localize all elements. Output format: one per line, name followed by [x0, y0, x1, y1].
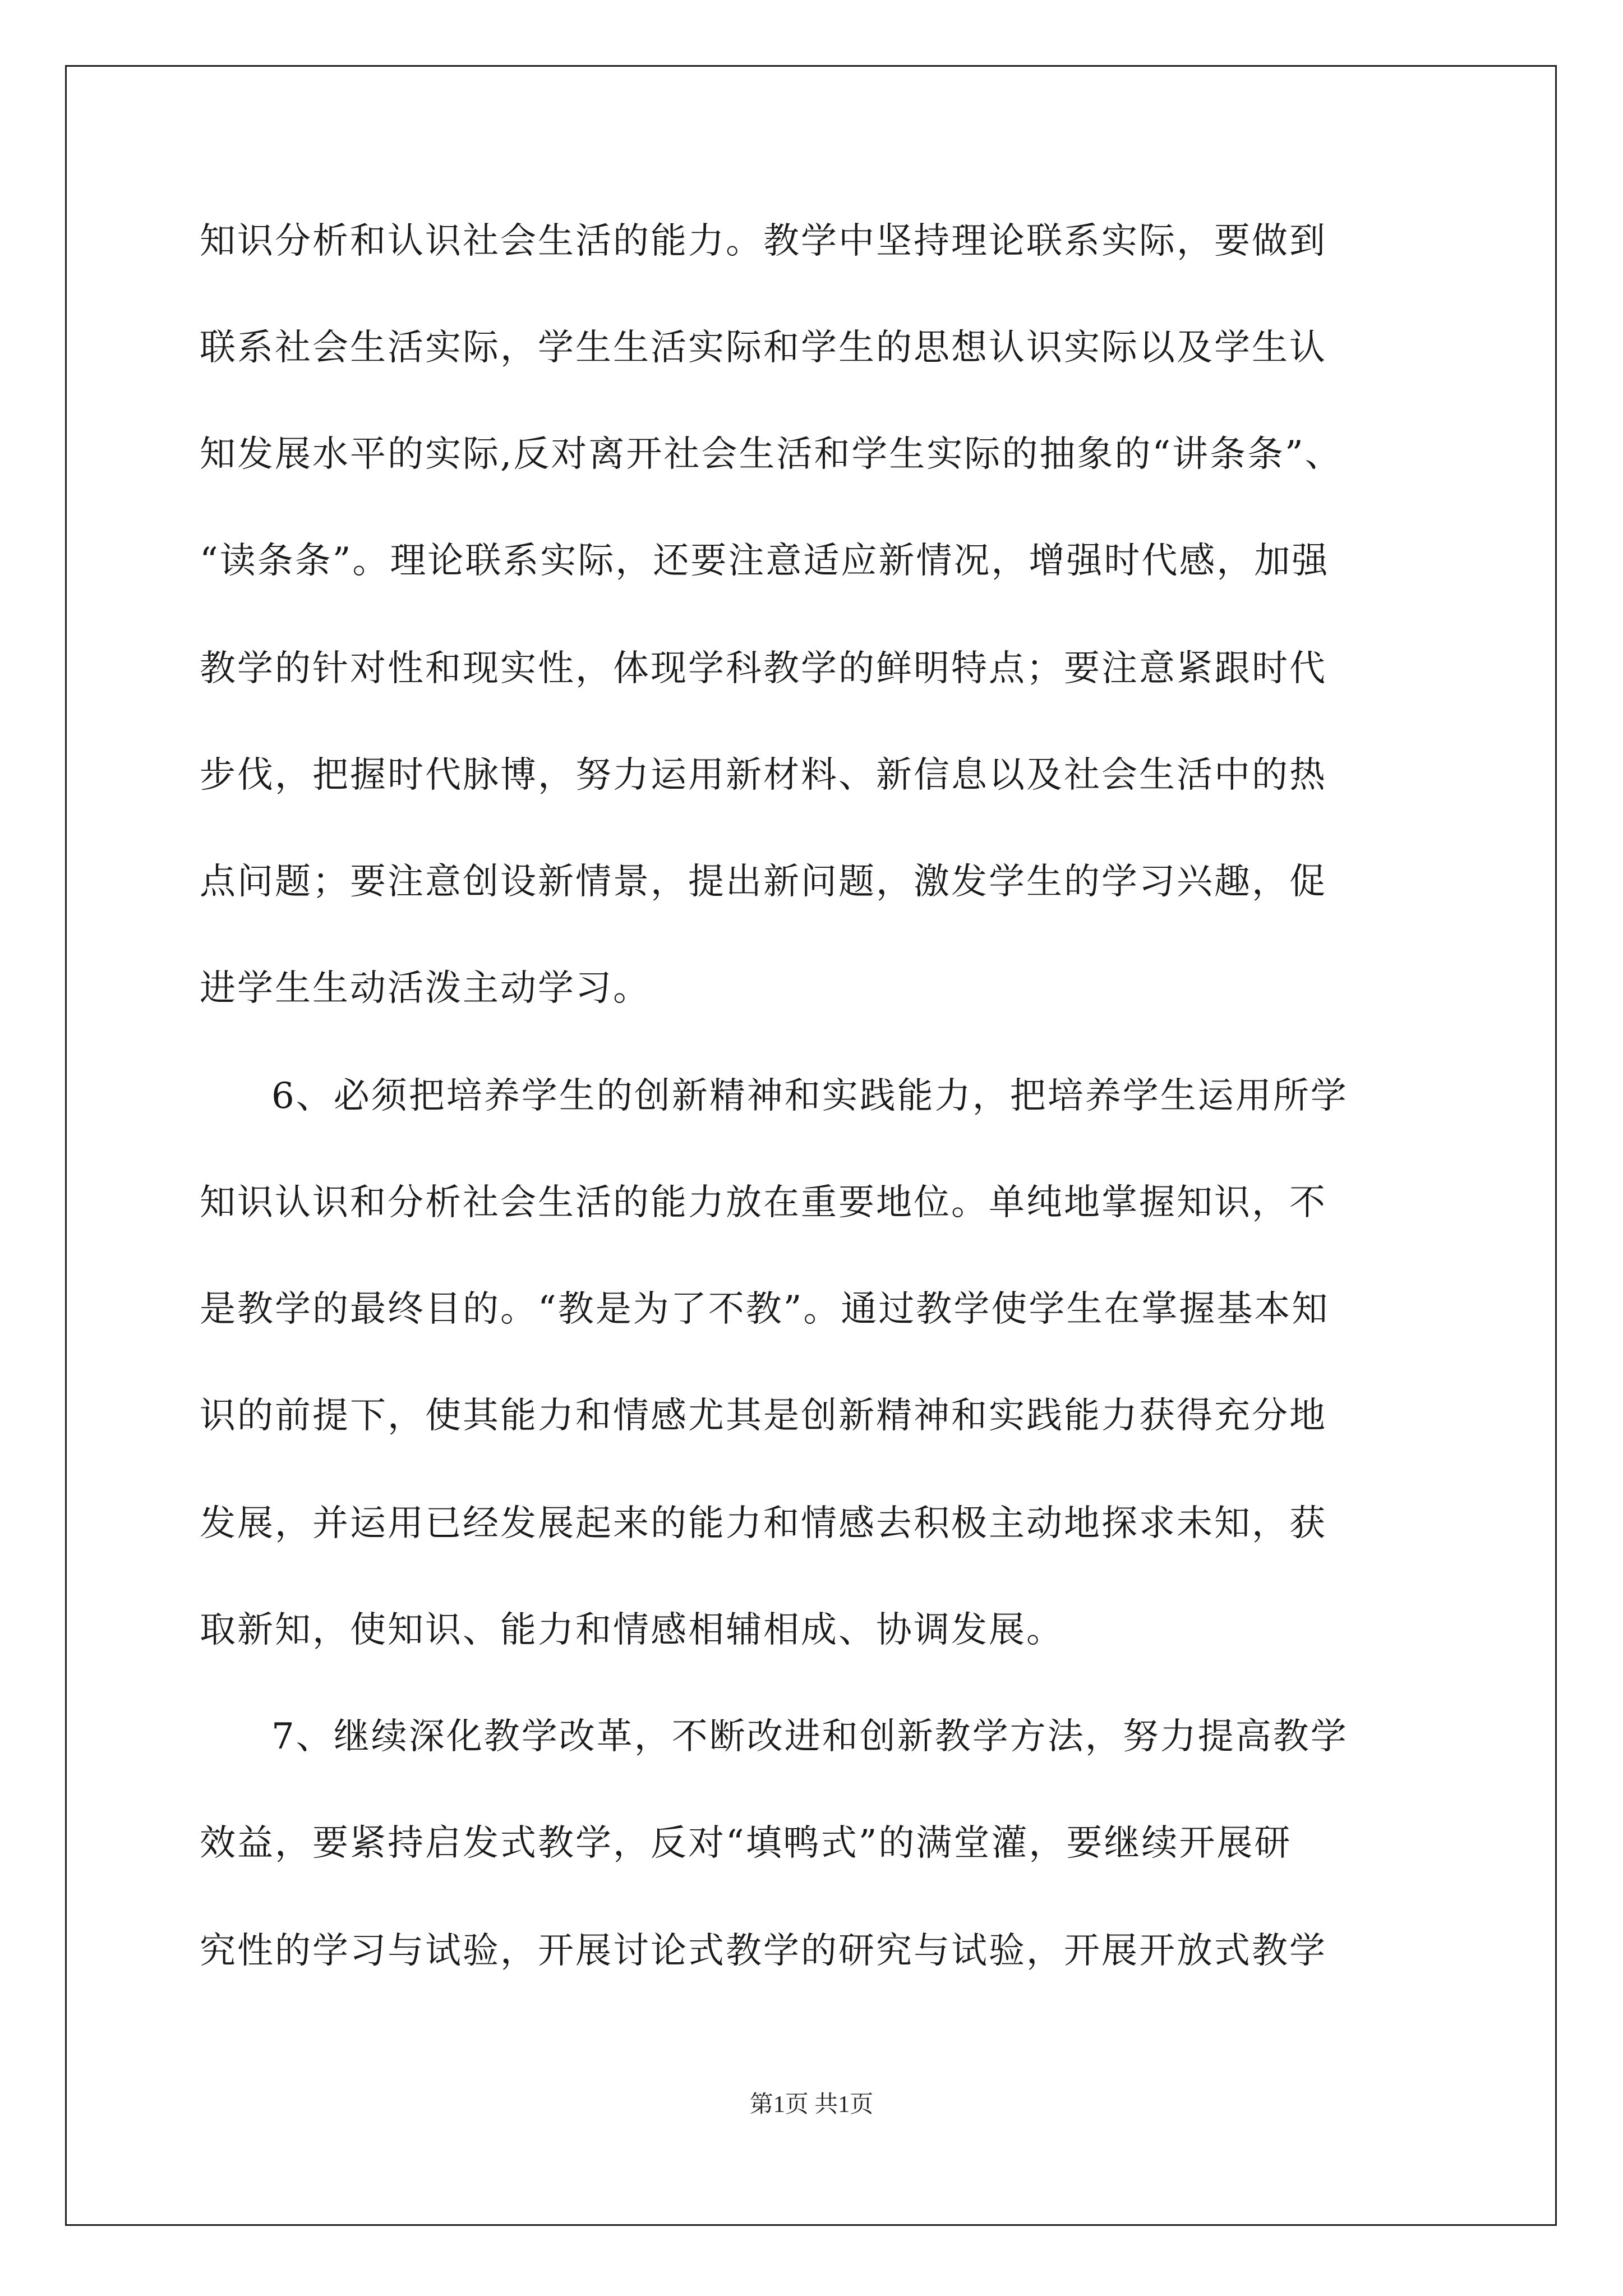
text-line: 究性的学习与试验，开展讨论式教学的研究与试验，开展开放式教学: [200, 1930, 1327, 1972]
text-line: 知识认识和分析社会生活的能力放在重要地位。单纯地掌握知识，不: [200, 1182, 1327, 1223]
text-line: 知发展水平的实际,反对离开社会生活和学生实际的抽象的“讲条条”、: [200, 434, 1343, 475]
text-line: 发展，并运用已经发展起来的能力和情感去积极主动地探求未知，获: [200, 1503, 1327, 1544]
text-line: “读条条”。理论联系实际，还要注意适应新情况，增强时代感，加强: [200, 540, 1330, 582]
text-line: 知识分析和认识社会生活的能力。教学中坚持理论联系实际，要做到: [200, 220, 1327, 262]
paragraph-6-first-line: 6、必须把培养学生的创新精神和实践能力，把培养学生运用所学: [271, 1075, 1348, 1117]
text-line: 联系社会生活实际，学生生活实际和学生的思想认识实际以及学生认: [200, 327, 1327, 369]
page-border: [65, 65, 1557, 2226]
text-line: 进学生生动活泼主动学习。: [200, 968, 651, 1009]
text-line: 教学的针对性和现实性，体现学科教学的鲜明特点；要注意紧跟时代: [200, 648, 1327, 689]
text-line: 取新知，使知识、能力和情感相辅相成、协调发展。: [200, 1609, 1064, 1651]
text-line: 是教学的最终目的。“教是为了不教”。通过教学使学生在掌握基本知: [200, 1289, 1330, 1330]
page-footer: 第1页 共1页: [749, 2092, 874, 2118]
text-line: 识的前提下，使其能力和情感尤其是创新精神和实践能力获得充分地: [200, 1395, 1327, 1437]
paragraph-7-first-line: 7、继续深化教学改革，不断改进和创新教学方法，努力提高教学: [271, 1716, 1348, 1757]
text-line: 步伐，把握时代脉博，努力运用新材料、新信息以及社会生活中的热: [200, 754, 1327, 796]
text-line: 点问题；要注意创设新情景，提出新问题，激发学生的学习兴趣，促: [200, 861, 1327, 903]
text-line: 效益，要紧持启发式教学，反对“填鸭式”的满堂灌，要继续开展研: [200, 1823, 1292, 1864]
